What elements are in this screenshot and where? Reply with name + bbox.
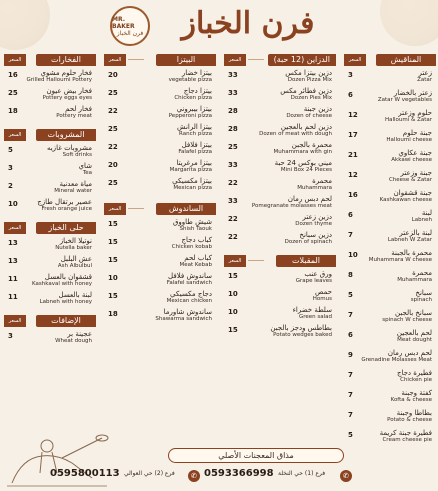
price-column-label: السعر [224, 54, 246, 66]
item-name-english: vegetable pizza [168, 77, 212, 83]
item-number: 25 [228, 143, 238, 151]
price-column-label: السعر [104, 54, 126, 66]
section-header [4, 315, 96, 327]
menu-section [4, 54, 96, 123]
item-number: 33 [228, 71, 238, 79]
item-name-english: Dozen of cheese [286, 113, 332, 119]
menu-item [344, 229, 436, 249]
item-number: 9 [348, 351, 353, 359]
item-name-arabic: بيتزا فلافل [181, 141, 212, 149]
item-number: 7 [348, 311, 353, 319]
item-name-english: Chicken pizza [174, 95, 212, 101]
item-number: 10 [348, 251, 358, 259]
menu-item [224, 231, 336, 249]
menu-item [344, 209, 436, 229]
item-name-english: Tea [82, 170, 92, 176]
item-number: 6 [348, 91, 353, 99]
menu-item [4, 180, 96, 198]
item-number: 7 [348, 231, 353, 239]
item-number: 8 [348, 271, 353, 279]
item-name-arabic: كباب دجاج [181, 236, 212, 244]
item-name-arabic: دزين جبنة [303, 105, 332, 113]
price-column-label: السعر [4, 315, 26, 327]
section-title: الفخارات [36, 54, 96, 66]
menu-item [344, 89, 436, 109]
item-name-english: Dozen of meat with dough [259, 131, 332, 137]
item-number: 22 [228, 179, 238, 187]
item-number: 18 [8, 107, 18, 115]
item-name-arabic: فطيرة دجاج [396, 369, 432, 377]
branch-2-label: فرع (2) حي العوالي [124, 470, 175, 477]
section-title: الساندوش [156, 203, 216, 215]
menu-item [224, 270, 336, 288]
item-name-english: Cheese & Zatar [388, 177, 432, 183]
item-name-english: Zatar W vegetables [377, 97, 432, 103]
item-name-arabic: بيتزا مكسيكي [172, 177, 212, 185]
item-name-english: Labneh W Zatar [387, 237, 432, 243]
menu-item [4, 255, 96, 273]
item-number: 10 [8, 200, 18, 208]
menu-item [4, 330, 96, 348]
menu-item [104, 105, 216, 123]
menu-item [104, 290, 216, 308]
item-name-english: Muhammara with gin [273, 149, 332, 155]
item-name-arabic: لبنة بالزعتر [399, 229, 432, 237]
item-number: 28 [228, 107, 238, 115]
item-name-arabic: كفتة وجبنة [401, 389, 432, 397]
menu-item [224, 105, 336, 123]
menu-section [4, 129, 96, 216]
section-title: الدزاين (12 حبة) [268, 54, 336, 66]
phone-number-2[interactable]: 0595800113 [50, 468, 120, 479]
menu-section [104, 54, 216, 195]
price-column-label: السعر [224, 255, 246, 267]
menu-item [104, 254, 216, 272]
item-name-arabic: زعتر بالخضار [393, 89, 432, 97]
menu-column-1 [4, 54, 96, 354]
item-name-arabic: لحم بالعجين [396, 329, 432, 337]
item-name-arabic: نوتيلا الخباز [59, 237, 92, 245]
item-name-english: Cream cheese pie [382, 437, 432, 443]
menu-section [224, 255, 336, 342]
item-number: 20 [108, 161, 118, 169]
item-name-arabic: جبنة وزعتر [400, 169, 432, 177]
section-title: المشروبات [36, 129, 96, 141]
menu-item [4, 87, 96, 105]
item-number: 3 [8, 164, 13, 172]
item-name-arabic: عش البلبل [60, 255, 92, 263]
menu-item [344, 149, 436, 169]
item-name-arabic: ورق عنب [304, 270, 332, 278]
item-name-english: Grenadine Molasses Meat [361, 357, 432, 363]
item-name-arabic: بطاطا وجبنة [396, 409, 432, 417]
item-name-arabic: فخار لحم [65, 105, 92, 113]
phone-icon: ✆ [188, 470, 200, 482]
item-name-english: Mexican chicken [166, 298, 212, 304]
section-divider [128, 208, 144, 209]
item-name-arabic: ساندوش فلافل [168, 272, 212, 280]
item-name-english: Shish Taouk [179, 226, 212, 232]
item-number: 10 [108, 274, 118, 282]
item-number: 6 [348, 331, 353, 339]
menu-item [344, 69, 436, 89]
section-title: حلى الخباز [36, 222, 96, 234]
section-title: الإضافات [36, 315, 96, 327]
phone-icon: ✆ [340, 470, 352, 482]
menu-item [344, 349, 436, 369]
item-number: 25 [108, 179, 118, 187]
section-title: المناقيش [376, 54, 436, 66]
page-title: فرن الخباز [181, 6, 315, 41]
item-name-arabic: لحم دبس رمان [387, 349, 432, 357]
pizza-decoration-left [0, 0, 50, 50]
item-name-arabic: ميني بوكس 24 حبة [274, 159, 332, 167]
price-column-label: السعر [344, 54, 366, 66]
item-name-arabic: لبنة [421, 209, 432, 217]
item-name-english: Dozen Pizza Mix [287, 77, 332, 83]
menu-section [224, 54, 336, 249]
menu-section [344, 54, 436, 449]
item-name-arabic: شاي [78, 162, 92, 170]
item-number: 33 [228, 197, 238, 205]
menu-item [344, 289, 436, 309]
menu-item [344, 389, 436, 409]
item-name-arabic: بيتزا خضار [181, 69, 212, 77]
item-number: 7 [348, 391, 353, 399]
item-name-english: Ash Albulbul [57, 263, 92, 269]
item-name-arabic: دزين فطائر مكس [280, 87, 332, 95]
phone-row [50, 468, 350, 486]
item-name-english: Halloumi cheese [386, 137, 432, 143]
item-name-english: Labneh with honey [39, 299, 92, 305]
item-name-english: Dozen Pies Mix [290, 95, 332, 101]
item-name-arabic: بيتزا بيبروني [176, 105, 212, 113]
item-name-english: Akkawi cheese [391, 157, 432, 163]
item-name-english: Dozen of spinach [284, 239, 332, 245]
item-name-english: Ranch pizza [179, 131, 212, 137]
item-name-arabic: فطيرة جبنة كريمة [379, 429, 432, 437]
menu-item [344, 129, 436, 149]
item-number: 5 [348, 291, 353, 299]
item-name-arabic: محمرة [412, 269, 432, 277]
item-name-arabic: محمرة [312, 177, 332, 185]
menu-item [224, 87, 336, 105]
item-name-arabic: مياة معدنية [59, 180, 92, 188]
item-name-english: Meat dought [397, 337, 432, 343]
menu-item [344, 329, 436, 349]
menu-column-4 [344, 54, 436, 449]
item-name-arabic: فخار بيض عيون [46, 87, 92, 95]
item-number: 33 [228, 161, 238, 169]
item-name-english: Pottery eggs eyes [42, 95, 92, 101]
item-name-english: Grape leaves [295, 278, 332, 284]
item-name-arabic: بطاطس ودجز بالجبن [270, 324, 332, 332]
item-name-arabic: بيتزا دجاج [183, 87, 212, 95]
item-number: 15 [228, 326, 238, 334]
branch-1-label: فرع (1) حي النخلة [278, 470, 326, 477]
item-name-english: Mineral water [54, 188, 92, 194]
item-name-english: Kashkawan cheese [379, 197, 432, 203]
item-number: 12 [348, 171, 358, 179]
menu-item [344, 269, 436, 289]
menu-item [224, 69, 336, 87]
item-name-arabic: سبانخ [415, 289, 432, 297]
item-name-arabic: جبنة عكاوي [398, 149, 432, 157]
item-number: 18 [108, 310, 118, 318]
item-name-english: Pottery meat [56, 113, 92, 119]
section-header [224, 54, 336, 66]
item-name-english: Green salad [298, 314, 332, 320]
menu-item [224, 159, 336, 177]
price-column-label: السعر [4, 222, 26, 234]
item-number: 3 [348, 71, 353, 79]
menu-item [104, 218, 216, 236]
section-header [104, 54, 216, 66]
item-name-arabic: لبنة بالعسل [58, 291, 92, 299]
item-name-english: Margarita pizza [169, 167, 212, 173]
section-header [104, 203, 216, 215]
item-name-english: Nutella baker [55, 245, 92, 251]
header [0, 0, 438, 52]
menu-item [104, 177, 216, 195]
logo-brand: MR. BAKER [112, 15, 135, 30]
item-number: 5 [8, 146, 13, 154]
menu-item [224, 288, 336, 306]
item-number: 7 [348, 411, 353, 419]
section-title: المقبلات [276, 255, 336, 267]
taste-banner: مذاق المعجنات الأصلي [168, 448, 344, 463]
section-divider [248, 59, 264, 60]
item-name-english: Mexican pizza [173, 185, 212, 191]
item-name-english: Falafel sandwich [166, 280, 212, 286]
item-number: 15 [228, 272, 238, 280]
menu-item [4, 198, 96, 216]
item-name-english: Shawarma sandwich [155, 316, 212, 322]
item-number: 11 [8, 293, 18, 301]
item-name-english: Chicken kobab [171, 244, 212, 250]
item-name-arabic: حلوم وزعتر [398, 109, 432, 117]
menu-item [4, 69, 96, 87]
menu-item [224, 195, 336, 213]
item-name-english: Dozen thyme [295, 221, 332, 227]
item-name-arabic: قشقوان بالعسل [44, 273, 92, 281]
price-column-label: السعر [4, 54, 26, 66]
item-number: 12 [348, 111, 358, 119]
item-name-english: Grilled Halloumi Pottery [26, 77, 92, 83]
item-number: 15 [108, 238, 118, 246]
item-name-english: Soft drinks [62, 152, 92, 158]
item-name-arabic: دجاج مكسيكي [170, 290, 212, 298]
item-name-arabic: كباب لحم [184, 254, 212, 262]
menu-item [224, 123, 336, 141]
item-name-english: Potato & cheese [387, 417, 432, 423]
item-number: 25 [108, 125, 118, 133]
item-name-arabic: بيتزا مرغريتا [176, 159, 212, 167]
menu-item [4, 237, 96, 255]
menu-item [344, 249, 436, 269]
item-number: 25 [108, 89, 118, 97]
item-number: 28 [228, 125, 238, 133]
price-column-label: السعر [4, 129, 26, 141]
item-number: 11 [8, 275, 18, 283]
menu-item [104, 272, 216, 290]
item-name-english: Pepperoni pizza [168, 113, 212, 119]
menu-item [104, 236, 216, 254]
item-number: 22 [108, 143, 118, 151]
item-name-arabic: محمرة بالجبنة [391, 249, 432, 257]
item-name-english: Halloumi & Zatar [384, 117, 432, 123]
section-title: البيتزا [156, 54, 216, 66]
item-name-arabic: دزين بيتزا مكس [285, 69, 332, 77]
item-number: 10 [228, 290, 238, 298]
item-number: 33 [228, 89, 238, 97]
item-number: 16 [348, 191, 358, 199]
item-name-english: Chicken pie [400, 377, 432, 383]
item-name-english: Labneh [411, 217, 432, 223]
menu-column-2 [104, 54, 216, 334]
menu-item [4, 105, 96, 123]
item-number: 21 [348, 151, 358, 159]
item-name-arabic: جبنة حلوم [402, 129, 432, 137]
menu-item [344, 309, 436, 329]
item-number: 10 [228, 308, 238, 316]
item-name-english: Muhammara W cheese [368, 257, 432, 263]
section-header [4, 54, 96, 66]
item-number: 22 [228, 233, 238, 241]
item-number: 22 [228, 215, 238, 223]
item-name-arabic: عصير برتقال طازج [37, 198, 92, 206]
section-header [224, 255, 336, 267]
item-name-arabic: زعتر [418, 69, 432, 77]
item-name-english: Potato wedges baked [273, 332, 332, 338]
item-number: 7 [348, 371, 353, 379]
section-divider [128, 59, 144, 60]
item-name-arabic: بيتزا الرانش [177, 123, 212, 131]
menu-item [104, 141, 216, 159]
item-number: 5 [348, 431, 353, 439]
item-name-english: Fresh orange juice [41, 206, 92, 212]
item-name-arabic: شيش طاووق [172, 218, 212, 226]
item-name-arabic: فخار حلوم مشوي [40, 69, 92, 77]
section-header [4, 222, 96, 234]
item-number: 25 [8, 89, 18, 97]
item-number: 17 [348, 131, 358, 139]
menu-item [104, 123, 216, 141]
item-number: 15 [108, 220, 118, 228]
menu-item [4, 162, 96, 180]
menu-section [4, 315, 96, 348]
item-number: 16 [8, 71, 18, 79]
item-name-english: Pomegranate molasses meat [251, 203, 332, 209]
item-name-arabic: حمص [315, 288, 332, 296]
item-name-english: spinach [410, 297, 432, 303]
bakery-logo [110, 6, 150, 46]
pizza-decoration-right [380, 0, 438, 46]
item-name-english: Kashkaval with honey [32, 281, 92, 287]
item-number: 3 [8, 332, 13, 340]
item-name-english: Mini Box 24 Pieces [280, 167, 332, 173]
item-name-arabic: سبانخ بالجبن [395, 309, 432, 317]
item-name-english: Homus [312, 296, 332, 302]
menu-item [344, 189, 436, 209]
item-name-arabic: محمرة بالجبن [291, 141, 332, 149]
menu-column-3 [224, 54, 336, 348]
logo-brand-arabic: فرن الخباز [116, 29, 144, 37]
menu-item [224, 177, 336, 195]
item-name-english: Meat Kebab [179, 262, 212, 268]
item-name-arabic: لحم دبس رمان [287, 195, 332, 203]
item-name-arabic: جبنة قشقوان [393, 189, 432, 197]
menu-item [224, 213, 336, 231]
menu-item [104, 159, 216, 177]
item-name-english: Kofta & cheese [390, 397, 432, 403]
item-name-english: Wheat dough [55, 338, 92, 344]
item-name-arabic: دزين لحم بالعجين [280, 123, 332, 131]
item-number: 15 [108, 292, 118, 300]
section-header [344, 54, 436, 66]
item-number: 13 [8, 239, 18, 247]
item-name-english: Zatar [417, 77, 432, 83]
menu-item [344, 429, 436, 449]
item-name-arabic: دزين سبانخ [299, 231, 332, 239]
menu-section [104, 203, 216, 326]
item-name-english: Falafel pizza [178, 149, 212, 155]
menu-item [344, 369, 436, 389]
price-column-label: السعر [104, 203, 126, 215]
menu-item [224, 141, 336, 159]
item-number: 2 [8, 182, 13, 190]
menu-item [344, 409, 436, 429]
menu-item [104, 69, 216, 87]
item-name-english: Muhammara [297, 185, 332, 191]
menu-item [4, 144, 96, 162]
section-header [4, 129, 96, 141]
menu-item [104, 308, 216, 326]
item-name-english: Muhammara [397, 277, 432, 283]
phone-number-1[interactable]: 0593366998 [204, 468, 274, 479]
menu-item [104, 87, 216, 105]
section-divider [248, 260, 264, 261]
item-number: 15 [108, 256, 118, 264]
menu-item [4, 273, 96, 291]
item-name-english: spinach W cheese [382, 317, 432, 323]
item-number: 6 [348, 211, 353, 219]
item-name-arabic: مشروبات غازيه [46, 144, 92, 152]
item-name-arabic: دزين زعتر [302, 213, 332, 221]
menu-item [344, 169, 436, 189]
item-name-arabic: ساندوش شاورما [163, 308, 212, 316]
menu-item [224, 324, 336, 342]
item-number: 22 [108, 107, 118, 115]
menu-section [4, 222, 96, 309]
menu-item [4, 291, 96, 309]
item-number: 13 [8, 257, 18, 265]
menu-item [224, 306, 336, 324]
menu-item [344, 109, 436, 129]
item-name-arabic: عجينة بر [67, 330, 92, 338]
item-number: 20 [108, 71, 118, 79]
item-name-arabic: سلطة خضراء [292, 306, 332, 314]
